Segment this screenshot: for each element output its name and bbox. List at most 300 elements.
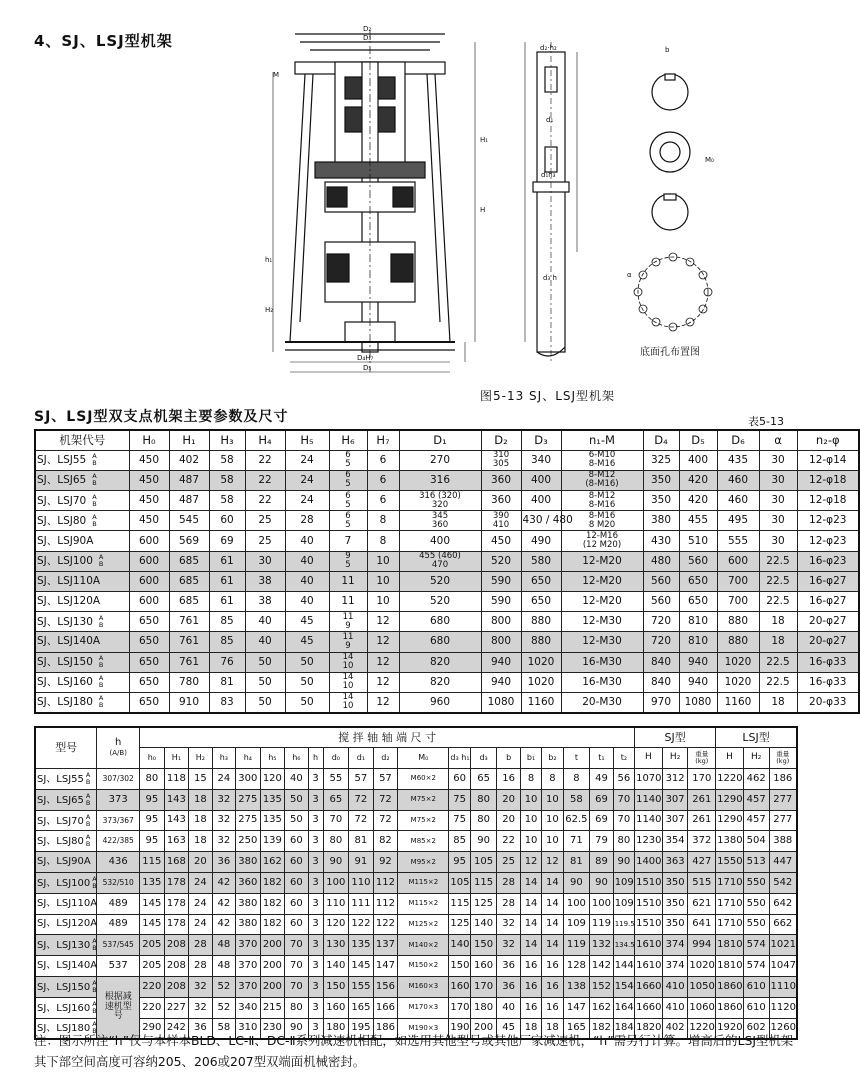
model-cell: SJ、LSJ160 A B xyxy=(35,997,97,1018)
svg-text:H₂: H₂ xyxy=(265,306,274,314)
table-cell: 61 xyxy=(209,551,245,571)
bottom-hole-pattern xyxy=(627,253,712,331)
section-heading: 4、SJ、LSJ型机架 xyxy=(34,32,173,50)
table-cell: 60 xyxy=(285,893,308,914)
table-row xyxy=(35,893,797,914)
table-cell xyxy=(561,531,643,551)
table-row xyxy=(35,531,859,551)
table-cell: 45 xyxy=(285,632,329,652)
table-cell: 810 xyxy=(679,612,717,632)
table-cell: 22.5 xyxy=(759,652,797,672)
table-cell: 3 xyxy=(308,914,323,935)
table-cell: 220 xyxy=(140,997,165,1018)
table-cell: 3 xyxy=(308,873,323,894)
table-cell: 3 xyxy=(308,977,323,998)
svg-text:D₄H₇: D₄H₇ xyxy=(357,354,374,362)
table-cell: 400 xyxy=(521,491,561,511)
table-cell: 940 xyxy=(481,652,521,672)
table-cell: 81 xyxy=(209,672,245,692)
table-cell: 58 xyxy=(209,450,245,470)
table-cell: 680 xyxy=(399,632,481,652)
table-cell: 275 xyxy=(236,789,261,810)
table-cell: 145 xyxy=(140,914,165,935)
table-cell: 70 xyxy=(323,810,349,831)
table-cell: 680 xyxy=(399,612,481,632)
table-cell: 350 xyxy=(662,893,688,914)
table-cell: 80 xyxy=(140,769,165,790)
table-cell: 22.5 xyxy=(759,592,797,612)
cell-stack: 345 360 xyxy=(431,510,449,530)
table-cell: 350 xyxy=(643,470,679,490)
table-cell: 560 xyxy=(679,551,717,571)
table-cell: 52 xyxy=(212,977,235,998)
table-cell: 156 xyxy=(373,977,398,998)
table-cell: 940 xyxy=(679,652,717,672)
table1-header-row xyxy=(35,430,859,450)
table-cell xyxy=(329,491,367,511)
table-cell: 840 xyxy=(643,652,679,672)
table-cell: 25 xyxy=(245,511,285,531)
table-cell: 90 xyxy=(590,873,613,894)
ab-variant: A B xyxy=(98,694,104,710)
table-cell: 50 xyxy=(285,692,329,712)
table-cell: 182 xyxy=(260,893,285,914)
column-header: h₃ xyxy=(212,748,235,769)
frame-code-cell: SJ、LSJ110A xyxy=(35,571,129,591)
frame-code-cell: SJ、LSJ100 A B xyxy=(35,551,129,571)
table-cell: 154 xyxy=(613,977,634,998)
svg-text:M: M xyxy=(273,71,280,79)
table-cell: 12 xyxy=(367,672,399,692)
table-cell: 537 xyxy=(97,956,140,977)
table-cell xyxy=(561,470,643,490)
table-cell: 10 xyxy=(367,592,399,612)
table-cell: 370 xyxy=(236,977,261,998)
table-cell: 12-M20 xyxy=(561,551,643,571)
table-cell: 75 xyxy=(449,789,470,810)
table-cell: 1860 xyxy=(716,997,744,1018)
table-cell: 16 xyxy=(497,769,520,790)
table-cell: 38 xyxy=(245,571,285,591)
column-header: D₂ xyxy=(481,430,521,450)
table-cell: 70 xyxy=(285,977,308,998)
table-cell xyxy=(329,470,367,490)
table-cell: 48 xyxy=(212,956,235,977)
frame-parameter-table xyxy=(34,429,860,714)
svg-text:M₀: M₀ xyxy=(705,156,714,164)
table-cell: 49 xyxy=(590,769,613,790)
table-cell: 350 xyxy=(643,491,679,511)
table-cell: 1610 xyxy=(635,956,663,977)
table-cell: 72 xyxy=(349,810,374,831)
table-cell: 12 xyxy=(367,632,399,652)
cell-stack: 14 10 xyxy=(342,672,354,692)
table-cell: 200 xyxy=(260,956,285,977)
table-cell: 910 xyxy=(169,692,209,712)
column-subheader: (A/B) xyxy=(109,749,127,758)
table-cell: 3 xyxy=(308,1018,323,1039)
table-cell: 3 xyxy=(308,769,323,790)
table-cell: 16 xyxy=(520,997,541,1018)
table-cell: 16-φ23 xyxy=(797,551,859,571)
table-cell: 1710 xyxy=(716,914,744,935)
svg-text:h₁: h₁ xyxy=(265,256,273,264)
table-row xyxy=(35,470,859,490)
table-cell: 7 xyxy=(329,531,367,551)
table-cell: 79 xyxy=(590,831,613,852)
table-cell: 489 xyxy=(97,893,140,914)
table-row xyxy=(35,632,859,652)
cell-stack: 14 10 xyxy=(342,652,354,672)
table-cell: 72 xyxy=(373,789,398,810)
table-cell: 12-M20 xyxy=(561,571,643,591)
table-cell: 81 xyxy=(563,852,590,873)
table-cell: 1290 xyxy=(716,789,744,810)
table-cell: 30 xyxy=(759,470,797,490)
table-cell: 115 xyxy=(470,873,497,894)
cell-stack: 9 5 xyxy=(345,551,351,571)
table-cell: 270 xyxy=(399,450,481,470)
table-row xyxy=(35,789,797,810)
table-cell: 1810 xyxy=(716,956,744,977)
table-cell: 312 xyxy=(662,769,688,790)
table-cell: 462 xyxy=(743,769,769,790)
table-cell: 350 xyxy=(662,873,688,894)
ab-variant: A B xyxy=(92,472,97,488)
cell-stack: 455 (460) 470 xyxy=(419,551,461,571)
table-cell: 1020 xyxy=(521,672,561,692)
table-cell: M115×2 xyxy=(398,873,449,894)
model-cell: SJ、LSJ55 A B xyxy=(35,769,97,790)
table-cell: 50 xyxy=(245,672,285,692)
table-cell: 761 xyxy=(169,632,209,652)
table-cell: 128 xyxy=(563,956,590,977)
table-cell: 135 xyxy=(140,873,165,894)
table-cell: 139 xyxy=(260,831,285,852)
table-cell: 20-M30 xyxy=(561,692,643,712)
table-cell: 227 xyxy=(164,997,189,1018)
table-cell: 422/385 xyxy=(97,831,140,852)
column-header: H₂ xyxy=(662,748,688,769)
table-cell: 69 xyxy=(209,531,245,551)
table-cell: 277 xyxy=(769,789,797,810)
table-cell: 137 xyxy=(373,935,398,956)
table-cell: 11 xyxy=(329,571,367,591)
table-cell: 11 xyxy=(329,592,367,612)
table-cell: 1070 xyxy=(635,769,663,790)
column-header: b₁ xyxy=(520,748,541,769)
table-cell: 1021 xyxy=(769,935,797,956)
table-cell xyxy=(329,551,367,571)
table-cell: 20 xyxy=(497,789,520,810)
column-group-header: SJ型 xyxy=(635,727,716,748)
table-cell: 18 xyxy=(542,1018,563,1039)
table-cell: 400 xyxy=(521,470,561,490)
table-cell: 36 xyxy=(212,852,235,873)
column-header: h xyxy=(308,748,323,769)
table-cell: 76 xyxy=(209,652,245,672)
table-cell: 1610 xyxy=(635,935,663,956)
table-cell: 641 xyxy=(688,914,716,935)
column-header: d₃ xyxy=(470,748,497,769)
table-cell: 650 xyxy=(129,612,169,632)
column-header: H₃ xyxy=(209,430,245,450)
table-cell: 90 xyxy=(285,1018,308,1039)
table-cell: 115 xyxy=(449,893,470,914)
table-cell: 80 xyxy=(323,831,349,852)
table-cell: 1660 xyxy=(635,997,663,1018)
ab-variant: A B xyxy=(98,553,104,569)
table-cell: 20 xyxy=(497,810,520,831)
cell-stack: 6 5 xyxy=(345,510,351,530)
table-cell: 574 xyxy=(743,956,769,977)
table-cell: 16-φ33 xyxy=(797,672,859,692)
table-cell: 184 xyxy=(613,1018,634,1039)
table-cell: 160 xyxy=(470,956,497,977)
table-cell: 95 xyxy=(140,810,165,831)
note-cell: 根据减速机型号 xyxy=(97,977,140,1039)
table-cell: 95 xyxy=(449,852,470,873)
cell-stack: 8-M12 8-M16 xyxy=(588,490,616,510)
table-cell: 662 xyxy=(769,914,797,935)
table-cell: 109 xyxy=(563,914,590,935)
table-cell: 91 xyxy=(349,852,374,873)
table-cell: 109 xyxy=(613,873,634,894)
table-cell: 610 xyxy=(743,997,769,1018)
table-cell: 16 xyxy=(520,977,541,998)
table-cell xyxy=(481,450,521,470)
table-cell: 800 xyxy=(481,632,521,652)
ab-variant: A B xyxy=(85,791,91,807)
svg-text:d₃ h: d₃ h xyxy=(543,274,557,282)
table-cell: 1710 xyxy=(716,893,744,914)
table-cell: 1160 xyxy=(717,692,759,712)
table-cell: 720 xyxy=(643,632,679,652)
table-cell: 112 xyxy=(373,873,398,894)
ab-variant: A B xyxy=(92,874,97,890)
table-cell: 208 xyxy=(164,977,189,998)
model-cell: SJ、LSJ130 A B xyxy=(35,935,97,956)
table-cell: 569 xyxy=(169,531,209,551)
cell-stack: 390 410 xyxy=(492,510,510,530)
column-header: b₂ xyxy=(542,748,563,769)
table-cell: 1510 xyxy=(635,914,663,935)
table-cell: 14 xyxy=(520,873,541,894)
table-cell: 1810 xyxy=(716,935,744,956)
column-header: d₃ h₁ xyxy=(449,748,470,769)
table-cell: 642 xyxy=(769,893,797,914)
table-cell: 504 xyxy=(743,831,769,852)
table-cell: 120 xyxy=(323,914,349,935)
table-cell: 165 xyxy=(349,997,374,1018)
table-cell: 186 xyxy=(769,769,797,790)
table-cell xyxy=(329,612,367,632)
table-cell: 18 xyxy=(759,612,797,632)
table-cell: 160 xyxy=(449,977,470,998)
column-header: d₁ xyxy=(349,748,374,769)
table-cell xyxy=(561,511,643,531)
table-cell: 242 xyxy=(164,1018,189,1039)
table-cell: 542 xyxy=(769,873,797,894)
table-cell: 820 xyxy=(399,672,481,692)
table-cell: 8 xyxy=(563,769,590,790)
svg-text:H: H xyxy=(480,206,486,214)
table-cell: 205 xyxy=(140,956,165,977)
table-cell: 360 xyxy=(481,491,521,511)
table2-header-row xyxy=(35,727,797,748)
table-row xyxy=(35,831,797,852)
column-header: t₂ xyxy=(613,748,634,769)
table-row xyxy=(35,652,859,672)
table-cell: 110 xyxy=(323,893,349,914)
table-cell: 170 xyxy=(470,977,497,998)
svg-text:d₁: d₁ xyxy=(546,116,554,124)
table-cell: 388 xyxy=(769,831,797,852)
table-cell: 45 xyxy=(497,1018,520,1039)
table-cell: 1710 xyxy=(716,873,744,894)
table-cell: 970 xyxy=(643,692,679,712)
table-cell: 372 xyxy=(688,831,716,852)
column-header: H₄ xyxy=(245,430,285,450)
cell-stack: 14 10 xyxy=(342,692,354,712)
table-cell: 69 xyxy=(590,810,613,831)
table-row xyxy=(35,672,859,692)
table-cell: 90 xyxy=(323,852,349,873)
table-cell: 520 xyxy=(481,551,521,571)
table-cell: 8 xyxy=(542,769,563,790)
table-cell: 24 xyxy=(189,893,212,914)
table-cell: 20-φ33 xyxy=(797,692,859,712)
table-cell: 42 xyxy=(212,893,235,914)
table-cell: 147 xyxy=(373,956,398,977)
column-header: t₁ xyxy=(590,748,613,769)
column-header: H₂ xyxy=(743,748,769,769)
table-cell: 400 xyxy=(399,531,481,551)
table-cell: 24 xyxy=(285,470,329,490)
ab-variant: A B xyxy=(92,999,97,1015)
table-cell: 880 xyxy=(521,612,561,632)
table-cell: 40 xyxy=(285,571,329,591)
table-cell: 560 xyxy=(643,571,679,591)
table-cell: 82 xyxy=(373,831,398,852)
frame-code-cell: SJ、LSJ90A xyxy=(35,531,129,551)
svg-text:D₂: D₂ xyxy=(363,25,372,33)
cell-stack: 12-M16 (12 M20) xyxy=(582,531,622,551)
table-cell: 119.5 xyxy=(613,914,634,935)
table-cell: 60 xyxy=(449,769,470,790)
table-cell: 100 xyxy=(323,873,349,894)
table-cell: M190×3 xyxy=(398,1018,449,1039)
table-cell: 310 xyxy=(236,1018,261,1039)
table-cell: 532/510 xyxy=(97,873,140,894)
table-cell: 960 xyxy=(399,692,481,712)
table-cell xyxy=(561,450,643,470)
table-cell: 140 xyxy=(470,914,497,935)
table-cell: 18 xyxy=(189,831,212,852)
column-header: H₂ xyxy=(189,748,212,769)
table-cell: 38 xyxy=(245,592,285,612)
table-cell: M150×2 xyxy=(398,956,449,977)
table1-title: SJ、LSJ型双支点机架主要参数及尺寸 xyxy=(34,409,289,425)
table-cell: 32 xyxy=(189,997,212,1018)
table-cell: 316 xyxy=(399,470,481,490)
table-cell: 36 xyxy=(189,1018,212,1039)
table-cell: 58 xyxy=(209,470,245,490)
table-cell: 145 xyxy=(349,956,374,977)
table-cell: 57 xyxy=(373,769,398,790)
table-cell: 761 xyxy=(169,612,209,632)
table-cell xyxy=(329,692,367,712)
table-cell: 122 xyxy=(349,914,374,935)
table-cell: 380 xyxy=(236,914,261,935)
table-cell: 130 xyxy=(323,935,349,956)
table-cell: 600 xyxy=(129,551,169,571)
table-row xyxy=(35,551,859,571)
table-cell: 600 xyxy=(717,551,759,571)
table-cell: 12 xyxy=(367,692,399,712)
table-cell: 28 xyxy=(189,935,212,956)
table-cell: 60 xyxy=(285,852,308,873)
model-cell: SJ、LSJ90A xyxy=(35,852,97,873)
table-cell: 410 xyxy=(662,997,688,1018)
table-cell: 1920 xyxy=(716,1018,744,1039)
frame-elevation-view xyxy=(265,25,488,372)
cell-stack: 6 5 xyxy=(345,450,351,470)
table-cell: 430 xyxy=(643,531,679,551)
frame-code-cell: SJ、LSJ55 A B xyxy=(35,450,129,470)
table-cell: 70 xyxy=(285,935,308,956)
table-cell: 420 xyxy=(679,491,717,511)
table-cell: 30 xyxy=(759,491,797,511)
column-header: H xyxy=(635,748,663,769)
table-cell: 60 xyxy=(209,511,245,531)
table-cell: 40 xyxy=(285,531,329,551)
table-cell: 363 xyxy=(662,852,688,873)
cell-stack: 6 5 xyxy=(345,470,351,490)
cell-stack: 8-M16 8 M20 xyxy=(588,510,616,530)
table-cell: 100 xyxy=(590,893,613,914)
table-cell: 1220 xyxy=(716,769,744,790)
table-cell: 18 xyxy=(189,810,212,831)
frame-code-cell: SJ、LSJ150 A B xyxy=(35,652,129,672)
frame-code-cell: SJ、LSJ180 A B xyxy=(35,692,129,712)
svg-text:D₅: D₅ xyxy=(363,364,372,372)
table-cell: 600 xyxy=(129,592,169,612)
table-cell: 30 xyxy=(245,551,285,571)
table-cell: 1290 xyxy=(716,810,744,831)
table-cell: 40 xyxy=(245,632,285,652)
table1-number: 表5-13 xyxy=(748,415,784,428)
table-cell: 447 xyxy=(769,852,797,873)
table-cell: 16 xyxy=(542,977,563,998)
table-cell: 140 xyxy=(323,956,349,977)
table-cell: 840 xyxy=(643,672,679,692)
table-cell: 14 xyxy=(542,935,563,956)
table-cell: 95 xyxy=(140,831,165,852)
table-cell: 780 xyxy=(169,672,209,692)
table-cell: 110 xyxy=(349,873,374,894)
table-cell: 40 xyxy=(285,769,308,790)
table-cell: 83 xyxy=(209,692,245,712)
table-cell: 650 xyxy=(129,652,169,672)
table-cell: 495 xyxy=(717,511,759,531)
table-cell: 1380 xyxy=(716,831,744,852)
table-cell: 105 xyxy=(470,852,497,873)
table-cell: 144 xyxy=(613,956,634,977)
table-cell: 1550 xyxy=(716,852,744,873)
table-cell: 40 xyxy=(497,997,520,1018)
table-cell: 370 xyxy=(236,935,261,956)
